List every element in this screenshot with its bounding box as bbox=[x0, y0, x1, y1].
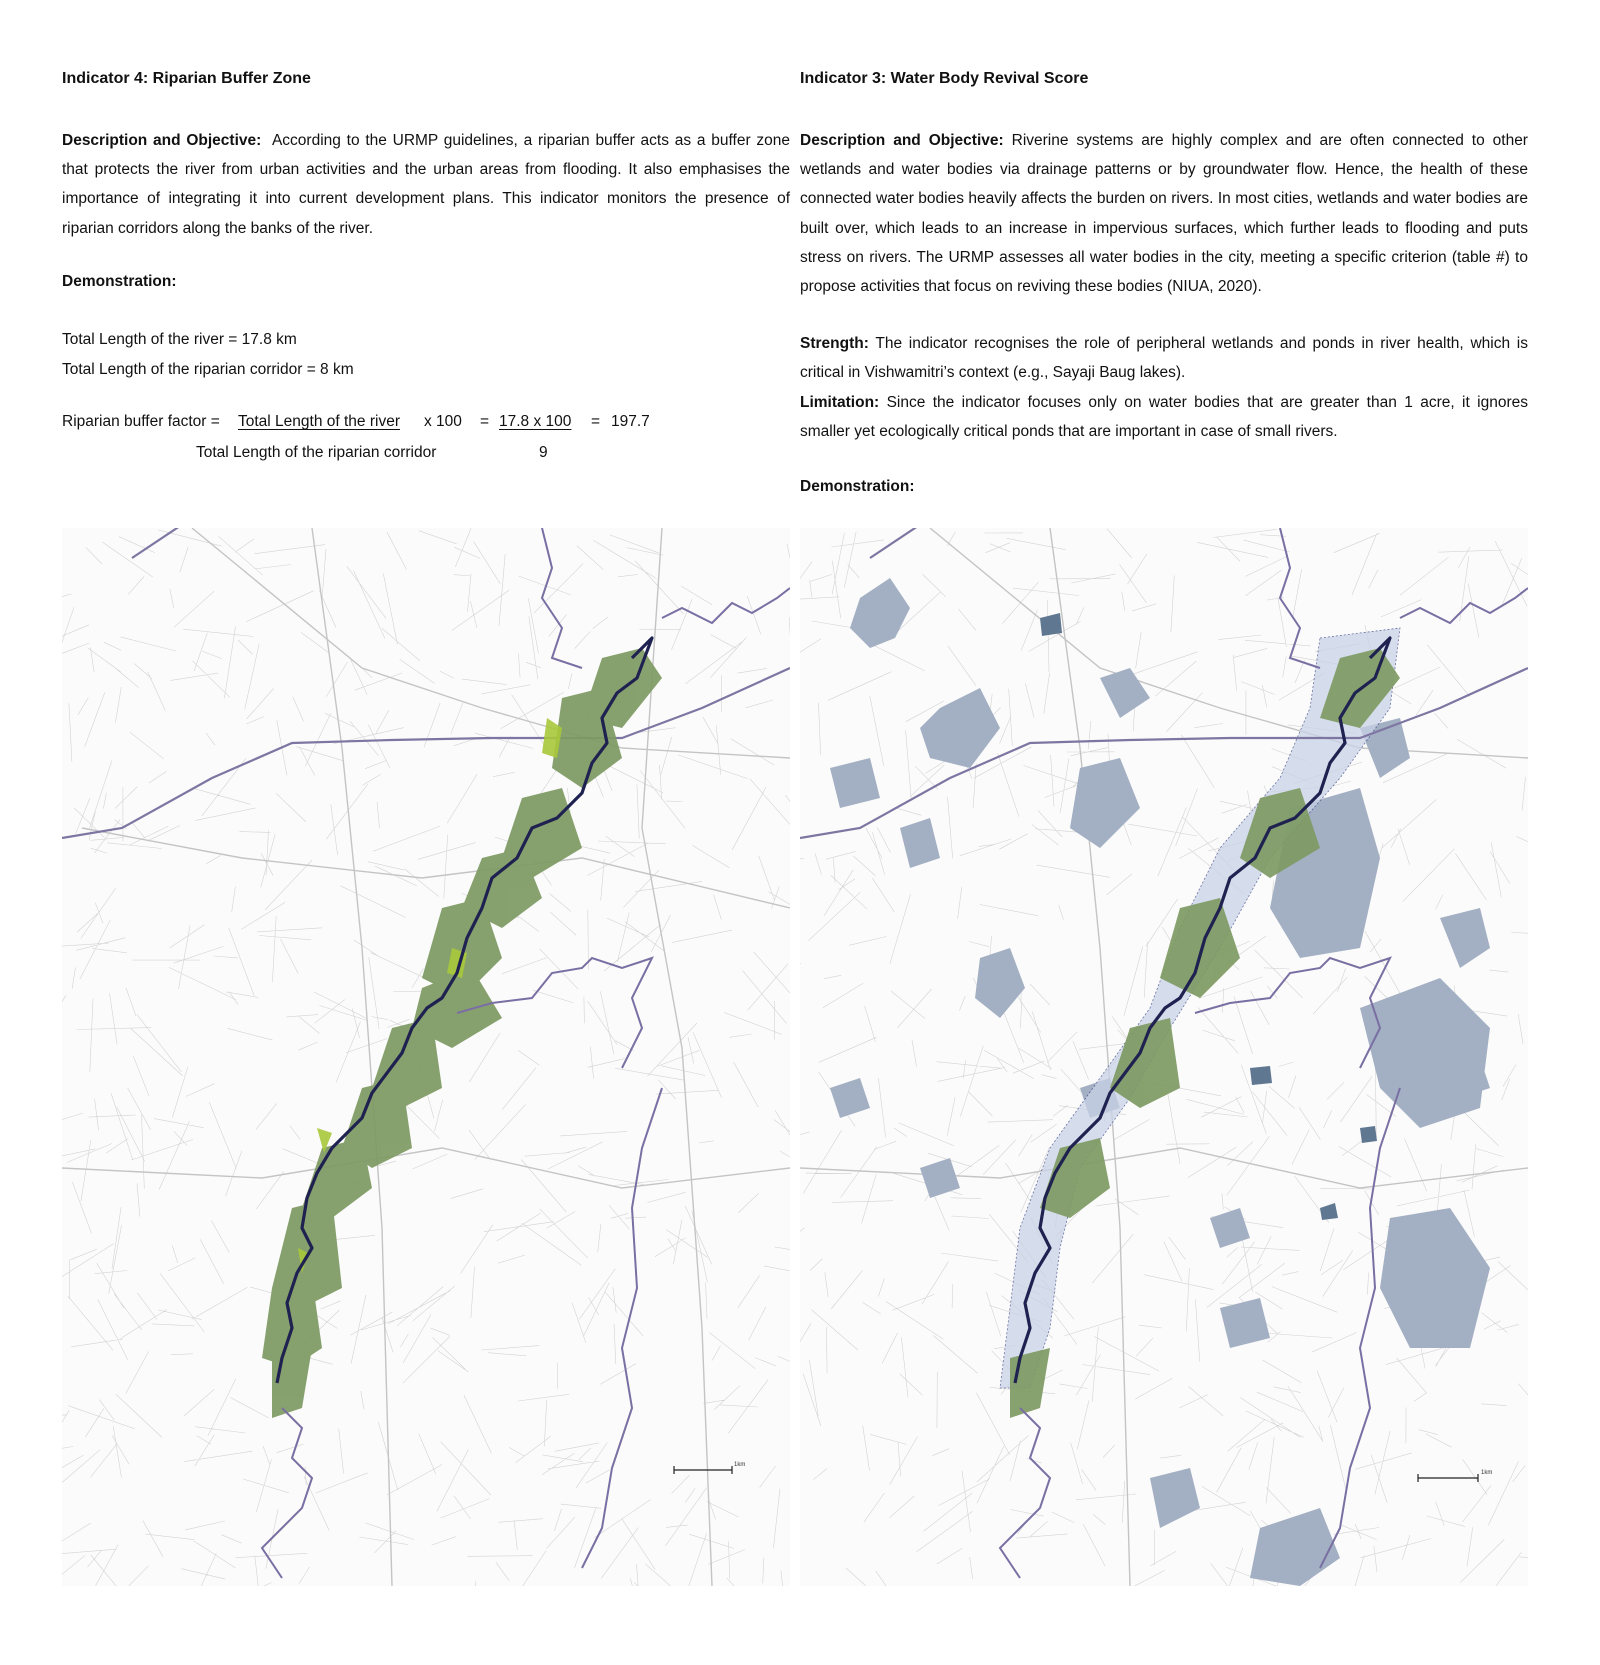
water-body-map-svg bbox=[800, 528, 1528, 1586]
right-demonstration-label: Demonstration: bbox=[800, 478, 915, 496]
riparian-corridor bbox=[262, 648, 662, 1418]
formula-result: 197.7 bbox=[611, 412, 650, 430]
scale-label-right: 1km bbox=[1481, 1470, 1493, 1476]
buffer-formula bbox=[62, 413, 790, 473]
tributary-north bbox=[1280, 528, 1528, 668]
scale-bar bbox=[1418, 1474, 1478, 1482]
railway-line bbox=[800, 528, 1528, 838]
formula-prefix: Riparian buffer factor = bbox=[62, 412, 220, 430]
limitation-paragraph bbox=[800, 388, 1528, 446]
formula-den-value: 9 bbox=[539, 443, 548, 461]
strength-paragraph bbox=[800, 329, 1528, 387]
strength-text: The indicator recognises the role of peripheral wetlands and ponds in river health, which is critical in Vishwamitri’s context (e.g., Sayaji Baug lakes). bbox=[800, 335, 1529, 382]
right-description bbox=[800, 126, 1528, 301]
railway-line bbox=[62, 528, 790, 838]
riparian-buffer-map bbox=[62, 528, 790, 1586]
formula-eq2: = bbox=[591, 412, 601, 430]
limitation-text: Since the indicator focuses only on water bodies that are greater than 1 acre, it ignores smaller yet ecologically critical ponds that are important in case of small rivers. bbox=[800, 393, 1528, 440]
formula-denominator: Total Length of the riparian corridor bbox=[196, 443, 437, 461]
left-demonstration-label: Demonstration: bbox=[62, 272, 177, 290]
scale-bar bbox=[674, 1466, 732, 1474]
limitation-label: Limitation: bbox=[800, 393, 880, 411]
formula-num-value: 17.8 x 100 bbox=[499, 412, 572, 430]
right-indicator-title: Indicator 3: Water Body Revival Score bbox=[800, 70, 1089, 87]
tributary-east bbox=[457, 958, 662, 1568]
water-body-map bbox=[800, 528, 1528, 1586]
right-description-text: Riverine systems are highly complex and are often connected to other wetlands and water bodies via drainage patterns or by groundwater flow. Hence, the health of these connected water bodies heavily affects the burden on rivers. In most cities, wetlands and water bodies are built over, which leads to an increase in impervious surfaces, which further leads to flooding and puts stress on rivers. The URMP assesses all water bodies in the city, meeting a specific criterion (table #) to propose activities that focus on reviving these bodies (NIUA, 2020). bbox=[800, 132, 1528, 296]
strength-label: Strength: bbox=[800, 335, 869, 353]
riparian-map-svg bbox=[62, 528, 790, 1586]
river-downstream bbox=[1000, 1408, 1050, 1578]
left-indicator-title: Indicator 4: Riparian Buffer Zone bbox=[62, 70, 311, 87]
left-description-label: Description and Objective: bbox=[62, 132, 262, 149]
right-description-label: Description and Objective: bbox=[800, 132, 1004, 149]
left-description-text: According to the URMP guidelines, a riparian buffer acts as a buffer zone that protects the river from urban activities and the urban areas from flooding. It also emphasises the importance of integrating it into current development plans. This indicator monitors the presence of riparian corridors along the banks of the river. bbox=[62, 132, 790, 237]
corridor-length: Total Length of the riparian corridor = 8 km bbox=[62, 360, 354, 378]
formula-eq1: = bbox=[480, 412, 490, 430]
right-column bbox=[800, 70, 1528, 502]
left-column bbox=[62, 70, 790, 473]
river-length: Total Length of the river = 17.8 km bbox=[62, 330, 297, 348]
scale-label-left: 1km bbox=[734, 1462, 746, 1468]
formula-times: x 100 bbox=[424, 412, 462, 430]
formula-numerator: Total Length of the river bbox=[238, 412, 400, 430]
left-description bbox=[62, 126, 790, 243]
tributary-north bbox=[542, 528, 790, 668]
tributary-east bbox=[1195, 958, 1400, 1568]
